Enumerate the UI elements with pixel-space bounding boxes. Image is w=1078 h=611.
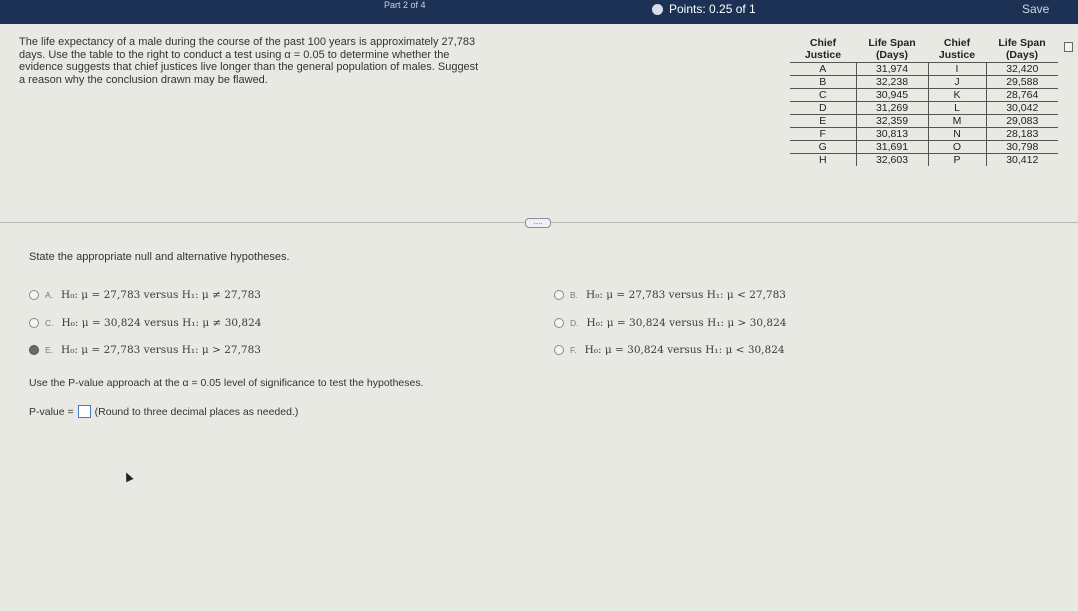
table-cell: 31,691 (856, 141, 928, 154)
option-letter: E. (45, 345, 54, 355)
points-icon (652, 4, 663, 15)
table-cell: L (928, 102, 986, 115)
table-cell: G (790, 141, 856, 154)
table-cell: 30,042 (986, 102, 1058, 115)
table-cell: 32,359 (856, 115, 928, 128)
option-b[interactable] (554, 289, 786, 301)
option-letter: B. (570, 290, 579, 300)
radio-button[interactable] (29, 290, 39, 300)
table-cell: 29,083 (986, 115, 1058, 128)
table-cell: K (928, 89, 986, 102)
table-cell: F (790, 128, 856, 141)
table-cell: 30,945 (856, 89, 928, 102)
table-cell: 32,603 (856, 154, 928, 167)
copy-table-icon[interactable] (1064, 42, 1073, 52)
table-cell: A (790, 63, 856, 76)
table-cell: 32,238 (856, 76, 928, 89)
table-cell: N (928, 128, 986, 141)
radio-button[interactable] (29, 318, 39, 328)
radio-button[interactable] (554, 290, 564, 300)
table-cell: 30,813 (856, 128, 928, 141)
table-cell: H (790, 154, 856, 167)
table-row (790, 89, 1058, 102)
table-cell: 29,588 (986, 76, 1058, 89)
pvalue-hint: (Round to three decimal places as needed.) (94, 405, 299, 418)
option-letter: F. (570, 345, 577, 355)
pvalue-row (29, 405, 298, 418)
pvalue-input[interactable] (78, 405, 91, 418)
table-row (790, 154, 1058, 167)
radio-button-selected[interactable] (29, 345, 39, 355)
table-row (790, 76, 1058, 89)
life-span-table (790, 37, 1058, 166)
save-button[interactable]: Save (1022, 2, 1050, 16)
table-row (790, 102, 1058, 115)
option-d[interactable] (554, 317, 786, 329)
table-cell: 31,974 (856, 63, 928, 76)
table-cell: 30,412 (986, 154, 1058, 167)
table-cell: D (790, 102, 856, 115)
table-cell: C (790, 89, 856, 102)
top-bar (0, 0, 1078, 24)
instruction-text: Use the P-value approach at the α = 0.05 level of significance to test the hypotheses. (29, 377, 424, 389)
table-cell: E (790, 115, 856, 128)
table-row (790, 128, 1058, 141)
table-cell: I (928, 63, 986, 76)
table-cell: 32,420 (986, 63, 1058, 76)
option-c[interactable] (29, 317, 261, 329)
table-cell: M (928, 115, 986, 128)
table-cell: 30,798 (986, 141, 1058, 154)
option-text: H₀: μ = 30,824 versus H₁: μ < 30,824 (584, 344, 785, 356)
option-text: H₀: μ = 30,824 versus H₁: μ > 30,824 (586, 317, 787, 329)
option-e[interactable] (29, 344, 261, 356)
option-letter: A. (45, 290, 54, 300)
table-cell: B (790, 76, 856, 89)
points-text: Points: 0.25 of 1 (669, 2, 756, 16)
option-letter: C. (45, 318, 54, 328)
table-header: Chief Justice (804, 37, 842, 61)
option-text: H₀: μ = 27,783 versus H₁: μ > 27,783 (61, 344, 261, 356)
option-text: H₀: μ = 27,783 versus H₁: μ < 27,783 (586, 289, 786, 301)
table-header: Life Span (Days) (868, 37, 916, 61)
option-f[interactable] (554, 344, 785, 356)
problem-text: The life expectancy of a male during the course of the past 100 years is approximately 27,783 days. Use the table to the right to conduct a test using α = 0.05 to determine whether the evidence suggests that chief justices live longer than the general population of males. Suggest a reason why the conclusion drawn may be flawed. (19, 36, 479, 86)
table-header-row (790, 37, 1058, 63)
part-indicator: Part 2 of 4 (384, 0, 426, 10)
table-cell: P (928, 154, 986, 167)
radio-button[interactable] (554, 318, 564, 328)
radio-button[interactable] (554, 345, 564, 355)
table-cell: 28,183 (986, 128, 1058, 141)
table-row (790, 141, 1058, 154)
question-text: State the appropriate null and alternative hypotheses. (29, 251, 290, 263)
more-button[interactable]: .... (525, 218, 551, 228)
table-cell: J (928, 76, 986, 89)
option-letter: D. (570, 318, 579, 328)
mouse-cursor-icon (122, 471, 133, 483)
option-text: H₀: μ = 30,824 versus H₁: μ ≠ 30,824 (61, 317, 262, 329)
option-text: H₀: μ = 27,783 versus H₁: μ ≠ 27,783 (61, 289, 261, 301)
table-header: Chief Justice (938, 37, 976, 61)
pvalue-label: P-value = (29, 405, 74, 418)
table-row (790, 63, 1058, 76)
table-cell: O (928, 141, 986, 154)
points-display (652, 2, 756, 16)
table-header: Life Span (Days) (998, 37, 1046, 61)
table-cell: 28,764 (986, 89, 1058, 102)
table-cell: 31,269 (856, 102, 928, 115)
table-row (790, 115, 1058, 128)
option-a[interactable] (29, 289, 261, 301)
